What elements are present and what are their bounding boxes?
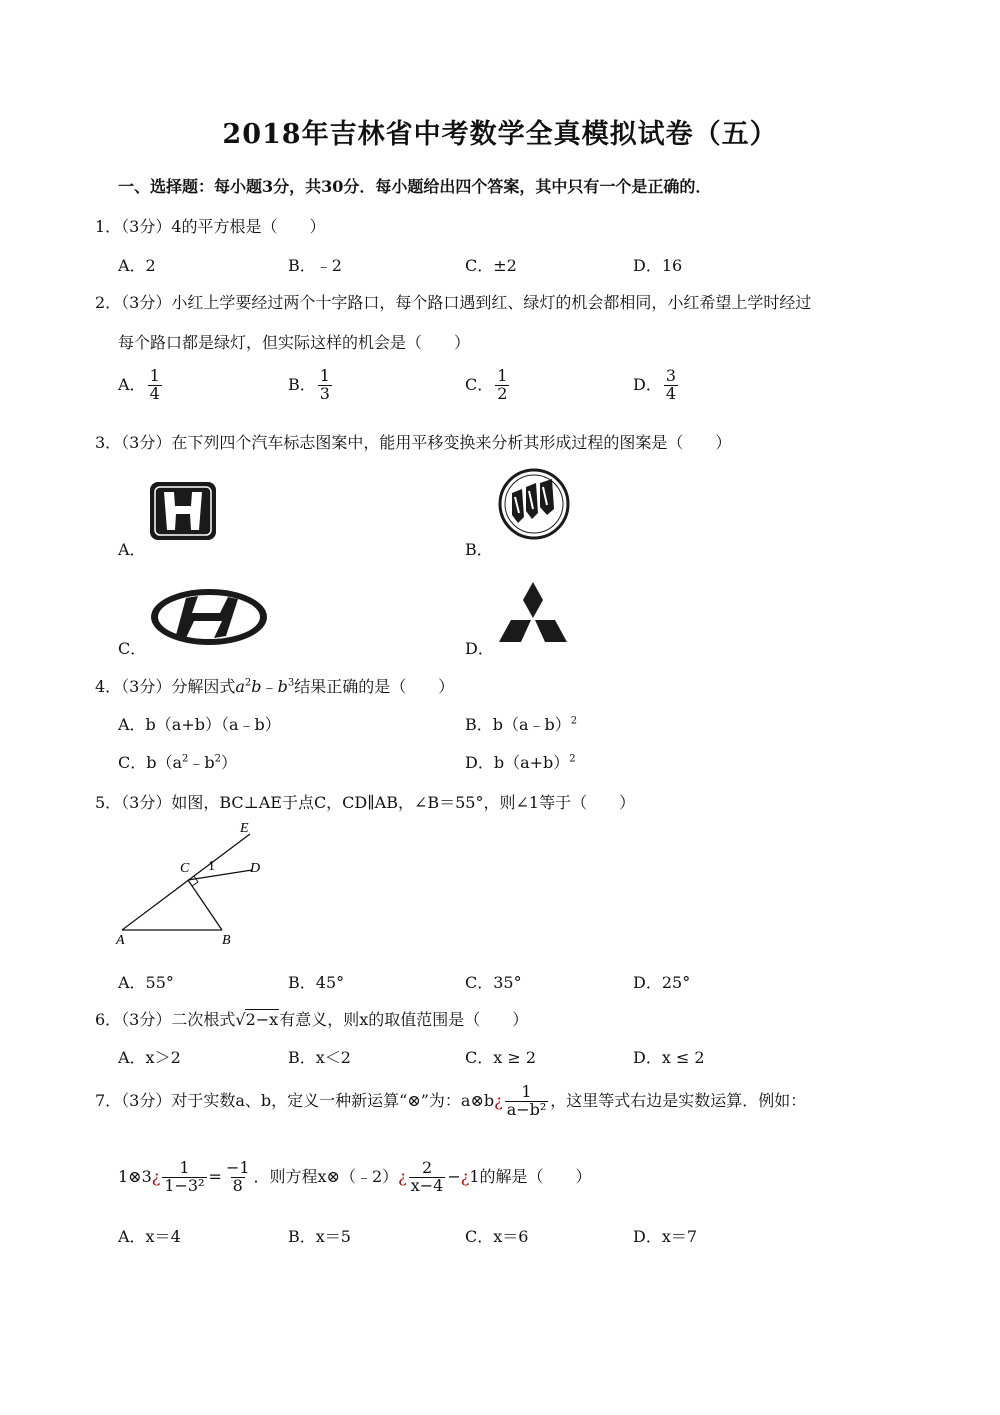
question-2-stem-line2: 每个路口都是绿灯，但实际这样的机会是（ ）	[118, 333, 471, 352]
label-d: D	[250, 861, 261, 876]
q5-option-b[interactable]: B．45°	[288, 973, 345, 992]
question-6-stem: 6．（3分）二次根式√2−x有意义，则x的取值范围是（ ）	[95, 1010, 529, 1029]
q3-option-d[interactable]: D．	[465, 639, 494, 658]
question-4-stem: 4．（3分）分解因式$a^2b﹣b^3$结果正确的是（ ）	[95, 677, 455, 696]
q4-option-b[interactable]: B．b（a﹣b）$^2$	[465, 715, 578, 734]
sqrt-symbol: √	[235, 1010, 246, 1029]
question-5-stem: 5．（3分）如图，BC⊥AE于点C，CD∥AB，∠B＝55°，则∠1等于（ ）	[95, 793, 636, 812]
q6-option-c[interactable]: C．x ≥ 2	[465, 1048, 537, 1067]
fraction: $\frac{3}{4}$	[665, 366, 677, 403]
buick-logo-icon	[497, 467, 571, 541]
honda-logo-icon	[148, 480, 218, 542]
q7-option-a[interactable]: A．x＝4	[118, 1227, 181, 1246]
line-cd	[188, 870, 252, 880]
label-1: 1	[208, 859, 215, 874]
question-3-stem: 3．（3分）在下列四个汽车标志图案中，能用平移变换来分析其形成过程的图案是（ ）	[95, 433, 732, 452]
fraction: $\frac{1}{\text{1−3²}}$	[164, 1158, 205, 1195]
label-a: A	[116, 933, 125, 946]
q2-option-c-label: C．	[465, 374, 494, 394]
q7-option-d[interactable]: D．x＝7	[633, 1227, 698, 1246]
section-heading: 一、选择题：每小题3分，共30分．每小题给出四个答案，其中只有一个是正确的．	[118, 177, 712, 196]
radicand: 2−x	[245, 1010, 279, 1029]
q2-option-b[interactable]	[288, 368, 334, 403]
q2-option-d-label: D．	[633, 374, 662, 394]
question-1-stem: 1．（3分）4的平方根是（ ）	[95, 217, 326, 236]
q6-option-b[interactable]: B．x＜2	[288, 1048, 351, 1067]
page-title: 2018年吉林省中考数学全真模拟试卷（五）	[222, 119, 778, 150]
question-2-stem-line1: 2．（3分）小红上学要经过两个十字路口，每个路口遇到红、绿灯的机会都相同，小红希望上学时经过	[95, 293, 812, 312]
q1-option-d[interactable]: D．16	[633, 256, 683, 275]
fraction: $\frac{1}{2}$	[497, 366, 508, 403]
q5-option-a[interactable]: A．55°	[118, 973, 174, 992]
label-c: C	[180, 861, 190, 876]
geometry-figure	[112, 818, 272, 946]
q2-option-d[interactable]	[633, 368, 680, 403]
q2-option-b-label: B．	[288, 374, 316, 394]
fraction: $\frac{1}{4}$	[149, 366, 160, 403]
mitsubishi-logo-icon	[497, 580, 569, 646]
q6-option-a[interactable]: A．x＞2	[118, 1048, 181, 1067]
q5-option-c[interactable]: C．35°	[465, 973, 522, 992]
q4-option-a[interactable]: A．b（a+b）（a﹣b）	[118, 715, 281, 734]
q5-option-d[interactable]: D．25°	[633, 973, 691, 992]
q3-option-b[interactable]: B．	[465, 540, 493, 559]
q2-option-a-label: A．	[118, 374, 146, 394]
line-cb	[188, 880, 222, 930]
q4-option-d[interactable]: D．$b(a+b)^2$	[465, 753, 576, 772]
question-7-example: 1⊗3¿ $\frac{1}{\text{1−3²}}$ = $\frac{-1}{8}$ ．则方程x⊗（﹣2）¿ $\frac{2}{x-4}$ −¿1的解是（ ）	[118, 1158, 592, 1195]
q2-option-c[interactable]	[465, 368, 511, 403]
q3-option-c[interactable]: C．	[118, 639, 147, 658]
question-7-stem: 7．（3分）对于实数a、b，定义一种新运算“⊗”为：a⊗b¿ $\frac{1}{\text{a−b²}}$ ，这里等式右边是实数运算．例如：	[95, 1082, 807, 1119]
q1-option-b[interactable]: B．﹣2	[288, 256, 342, 275]
q3-option-a[interactable]: A．	[118, 540, 146, 559]
hyundai-logo-icon	[148, 586, 270, 648]
fraction: $\frac{1}{3}$	[319, 366, 330, 403]
line-ae	[122, 834, 250, 930]
q7-option-b[interactable]: B．x＝5	[288, 1227, 351, 1246]
q1-option-c[interactable]: C．±2	[465, 256, 517, 275]
label-e: E	[240, 821, 249, 836]
q6-option-d[interactable]: D．x ≤ 2	[633, 1048, 705, 1067]
q7-option-c[interactable]: C．x＝6	[465, 1227, 529, 1246]
fraction: $\frac{-1}{8}$	[225, 1158, 250, 1195]
fraction: $\frac{1}{\text{a−b²}}$	[506, 1082, 547, 1119]
q1-option-a[interactable]: A．2	[118, 256, 156, 275]
fraction: $\frac{2}{x-4}$	[410, 1158, 444, 1195]
label-b: B	[222, 933, 231, 946]
q4-option-c[interactable]: C．$b(a^2﹣b^2)$	[118, 753, 238, 772]
q2-option-a[interactable]	[118, 368, 164, 403]
